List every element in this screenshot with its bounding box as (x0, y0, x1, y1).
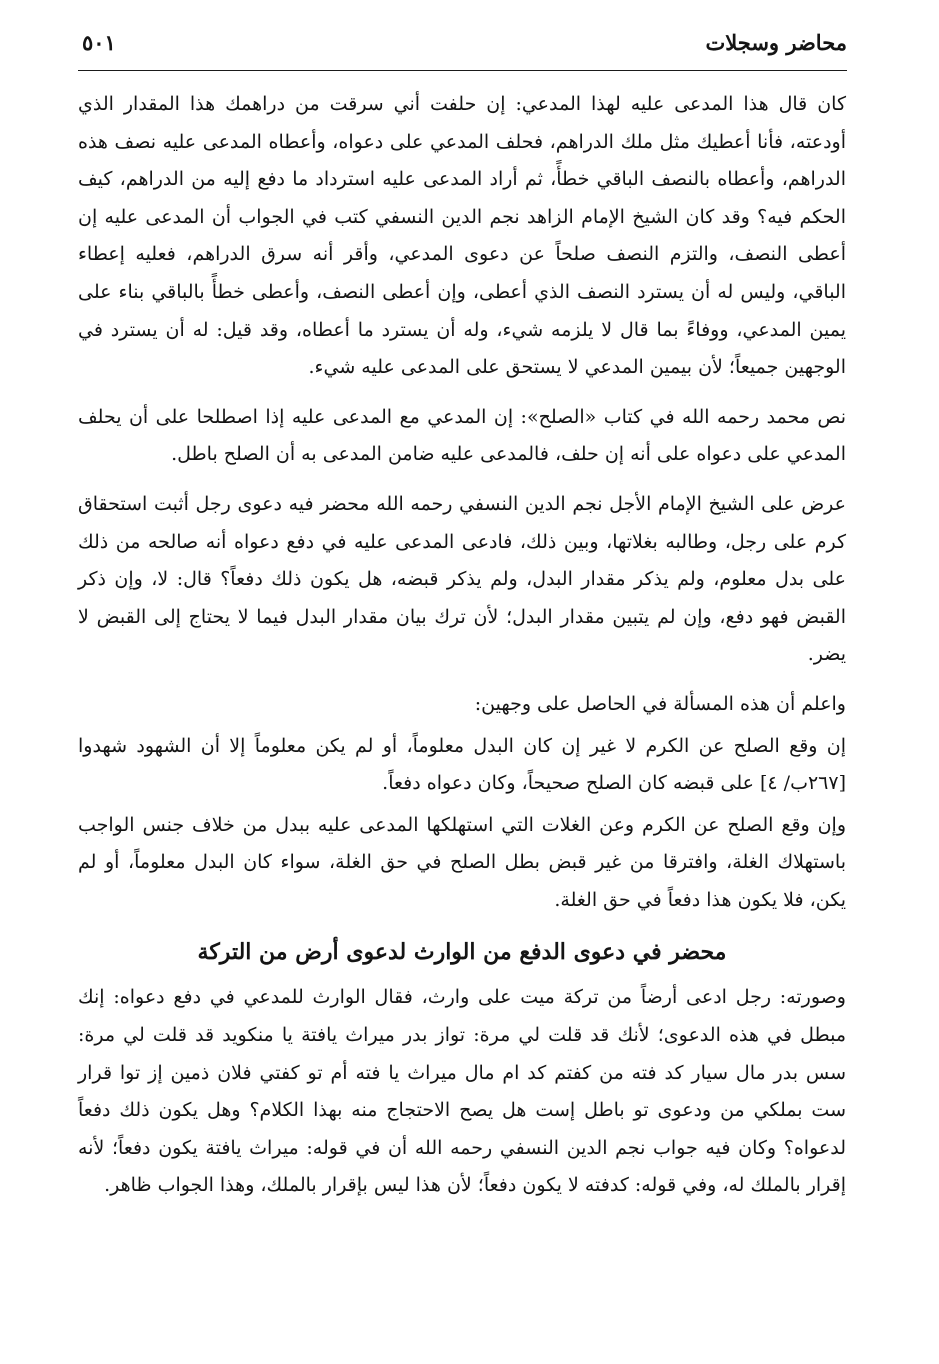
paragraph-second-case: وإن وقع الصلح عن الكرم وعن الغلات التي استهلكها المدعى عليه ببدل من خلاف جنس الواجب باستهلاك الغلة، وافترقا من غير قبض بطل الصلح في حق الغلة، سواء كان البدل معلوماً، أو لم يكن، فلا يكون هذا دفعاً في حق الغلة. (78, 813, 846, 911)
header-rule (78, 70, 847, 71)
running-header (78, 28, 847, 62)
page-number: ٥٠١ (82, 30, 116, 55)
paragraph-vineyard-claim: عرض على الشيخ الإمام الأجل نجم الدين النسفي رحمه الله محضر فيه دعوى رجل أثبت استحقاق كرم على رجل، وطالبه بغلاتها، وبين ذلك، فادعى المدعى عليه في دفع دعواه أنه صالحه من ذلك على بدل معلوم، ولم يذكر مقدار البدل، ولم يذكر قبضه، هل يكون ذلك دفعاً؟ قال: لا، وإن ذكر القبض فهو دفع، وإن لم يتبين مقدار البدل؛ لأن ترك بيان مقدار البدل فيما لا يحتاج إلى القبض لا يضر. (78, 492, 846, 666)
running-title: محاضر وسجلات (705, 30, 847, 55)
paragraph-inheritance-claim: وصورته: رجل ادعى أرضاً من تركة ميت على وارث، فقال الوارث للمدعي في دفع دعواه: إنك مبطل في هذه الدعوى؛ لأنك قد قلت لي مرة: تواز بدر ميراث يافتة يا منكويد قد قلت لي مرة: سس بدر مال سيار كد فته من كفتم كد ام مال ميراث يا فته أم تو كفتي فلان ذمين إز توا قرار ست بملكي من ودعوى تو باطل إست هل يصح الاحتجاج منه بهذا الكلام؟ وهل يكون ذلك دفعاً لدعواه؟ وكان فيه جواب نجم الدين النسفي رحمه الله أن في قوله: ميراث يافتة يكون دفعاً؛ لأنه إقرار بالملك له، وفي قوله: كدفته لا يكون دفعاً؛ لأن هذا ليس بإقرار بالملك، وهذا الجواب ظاهر. (78, 986, 846, 1197)
paragraph-oath-dispute: كان قال هذا المدعى عليه لهذا المدعي: إن حلفت أني سرقت من دراهمك هذا المقدار الذي أودعته، فأنا أعطيك مثل ملك الدراهم، فحلف المدعي على دعواه، وأعطاه المدعى عليه نصف هذه الدراهم، وأعطاه بالنصف الباقي خطأً، ثم أراد المدعى عليه استرداد ما دفع إليه من الدراهم، كيف الحكم فيه؟ وقد كان الشيخ الإمام الزاهد نجم الدين النسفي كتب في الجواب أن المدعى عليه إن أعطى النصف، والتزم النصف صلحاً عن دعوى المدعي، وأقر أنه سرق الدراهم، فعليه إعطاء الباقي، وليس له أن يسترد النصف الذي أعطى، وإن أعطى النصف، وأعطى خطأً بالباقي بناء على يمين المدعي، ووفاءً بما قال لا يلزمه شيء، وله أن يسترد ما أعطاه، وقد قيل: له أن يسترد في الوجهين جميعاً؛ لأن بيمين المدعي لا يستحق على المدعى عليه شيء. (78, 93, 846, 379)
paragraph-muhammad-text: نص محمد رحمه الله في كتاب «الصلح»: إن المدعي مع المدعى عليه إذا اصطلحا على أن يحلف المدعي على دعواه على أنه إن حلف، فالمدعى عليه ضامن المدعى به أن الصلح باطل. (78, 405, 846, 466)
paragraph-two-cases-intro: واعلم أن هذه المسألة في الحاصل على وجهين: (474, 692, 846, 715)
main-text (78, 86, 846, 1217)
section-heading: محضر في دعوى الدفع من الوارث لدعوى أرض من التركة (197, 939, 727, 966)
paragraph-first-case: إن وقع الصلح عن الكرم لا غير إن كان البدل معلوماً، أو لم يكن معلوماً إلا أن الشهود شهدوا [٢٦٧ب/ ٤] على قبضه كان الصلح صحيحاً، وكان دعواه دفعاً. (78, 734, 846, 795)
